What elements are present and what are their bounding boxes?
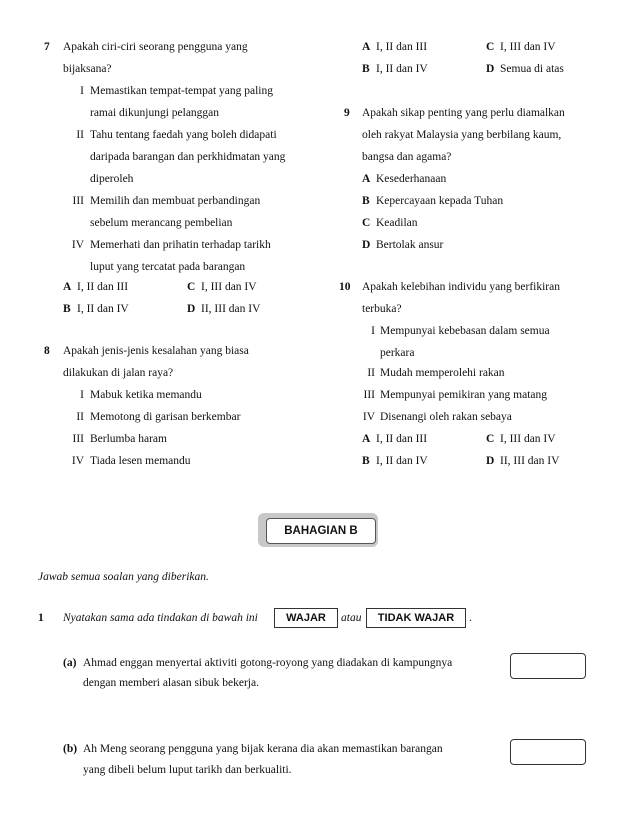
answer-box-b[interactable] xyxy=(510,739,586,765)
statement-item: III Mempunyai pemikiran yang matang xyxy=(363,389,548,401)
question-number: 8 xyxy=(44,345,50,357)
option-a: A Kesederhanaan xyxy=(362,173,447,185)
section-instruction: Jawab semua soalan yang diberikan. xyxy=(38,571,209,583)
option-b: B I, II dan IV xyxy=(362,455,428,467)
question-stem: terbuka? xyxy=(362,303,402,315)
question-number: 10 xyxy=(339,281,351,293)
option-a: A I, II dan III xyxy=(362,433,428,445)
question-stem: oleh rakyat Malaysia yang berbilang kaum, xyxy=(362,129,562,141)
question-stem: bangsa dan agama? xyxy=(362,151,452,163)
option-d: D Semua di atas xyxy=(486,63,564,75)
connector-text: atau xyxy=(341,612,362,624)
part-label: (a) xyxy=(63,657,77,669)
option-b: B I, II dan IV xyxy=(362,63,428,75)
option-c: C I, III dan IV xyxy=(486,41,556,53)
question-stem: Apakah kelebihan individu yang berfikiran xyxy=(362,281,560,293)
part-label: (b) xyxy=(63,743,78,755)
answer-box-a[interactable] xyxy=(510,653,586,679)
statement-item: I Mabuk ketika memandu xyxy=(80,389,202,401)
question-stem: dilakukan di jalan raya? xyxy=(63,367,174,379)
question-stem: Apakah jenis-jenis kesalahan yang biasa xyxy=(63,345,249,357)
tidak-wajar-label: TIDAK WAJAR xyxy=(366,608,466,628)
statement-item: I Memastikan tempat-tempat yang paling xyxy=(80,85,273,97)
section-title: BAHAGIAN B xyxy=(266,518,376,544)
question-number: 9 xyxy=(344,107,350,119)
option-d: D II, III dan IV xyxy=(486,455,560,467)
option-c: C Keadilan xyxy=(362,217,418,229)
part-text: Ah Meng seorang pengguna yang bijak kerana dia akan memastikan barangan xyxy=(83,743,443,755)
statement-item: II Mudah memperolehi rakan xyxy=(367,367,505,379)
question-stem: Apakah sikap penting yang perlu diamalkan xyxy=(362,107,565,119)
part-text-cont: dengan memberi alasan sibuk bekerja. xyxy=(83,677,259,689)
option-b: B Kepercayaan kepada Tuhan xyxy=(362,195,504,207)
statement-item: II Tahu tentang faedah yang boleh didapati xyxy=(76,129,277,141)
part-text-cont: yang dibeli belum luput tarikh dan berkualiti. xyxy=(83,764,292,776)
question-number: 7 xyxy=(44,41,50,53)
statement-item-cont: daripada barangan dan perkhidmatan yang xyxy=(90,151,286,163)
statement-item: III Berlumba haram xyxy=(72,433,167,445)
statement-item: IV Disenangi oleh rakan sebaya xyxy=(362,411,512,423)
wajar-label: WAJAR xyxy=(274,608,338,628)
option-d: D Bertolak ansur xyxy=(362,239,444,251)
part-text: Ahmad enggan menyertai aktiviti gotong-royong yang diadakan di kampungnya xyxy=(83,657,453,669)
statement-item: IV Memerhati dan prihatin terhadap tarikh xyxy=(71,239,271,251)
statement-item-cont: ramai dikunjungi pelanggan xyxy=(90,107,220,119)
statement-item-cont: perkara xyxy=(380,347,415,359)
option-c: C I, III dan IV xyxy=(486,433,556,445)
question-prompt: Nyatakan sama ada tindakan di bawah ini xyxy=(63,612,258,624)
option-d: D II, III dan IV xyxy=(187,303,261,315)
question-stem: Apakah ciri-ciri seorang pengguna yang xyxy=(63,41,248,53)
option-a: A I, II dan III xyxy=(63,281,129,293)
question-number: 1 xyxy=(38,612,44,624)
statement-item: I Mempunyai kebebasan dalam semua xyxy=(371,325,550,337)
question-stem: bijaksana? xyxy=(63,63,112,75)
statement-item: IV Tiada lesen memandu xyxy=(71,455,191,467)
statement-item: II Memotong di garisan berkembar xyxy=(76,411,241,423)
option-c: C I, III dan IV xyxy=(187,281,257,293)
statement-item: III Memilih dan membuat perbandingan xyxy=(72,195,261,207)
prompt-period: . xyxy=(469,612,472,624)
option-b: B I, II dan IV xyxy=(63,303,129,315)
statement-item-cont: luput yang tercatat pada barangan xyxy=(90,261,246,273)
option-a: A I, II dan III xyxy=(362,41,428,53)
statement-item-cont: sebelum merancang pembelian xyxy=(90,217,233,229)
statement-item-cont: diperoleh xyxy=(90,173,134,185)
